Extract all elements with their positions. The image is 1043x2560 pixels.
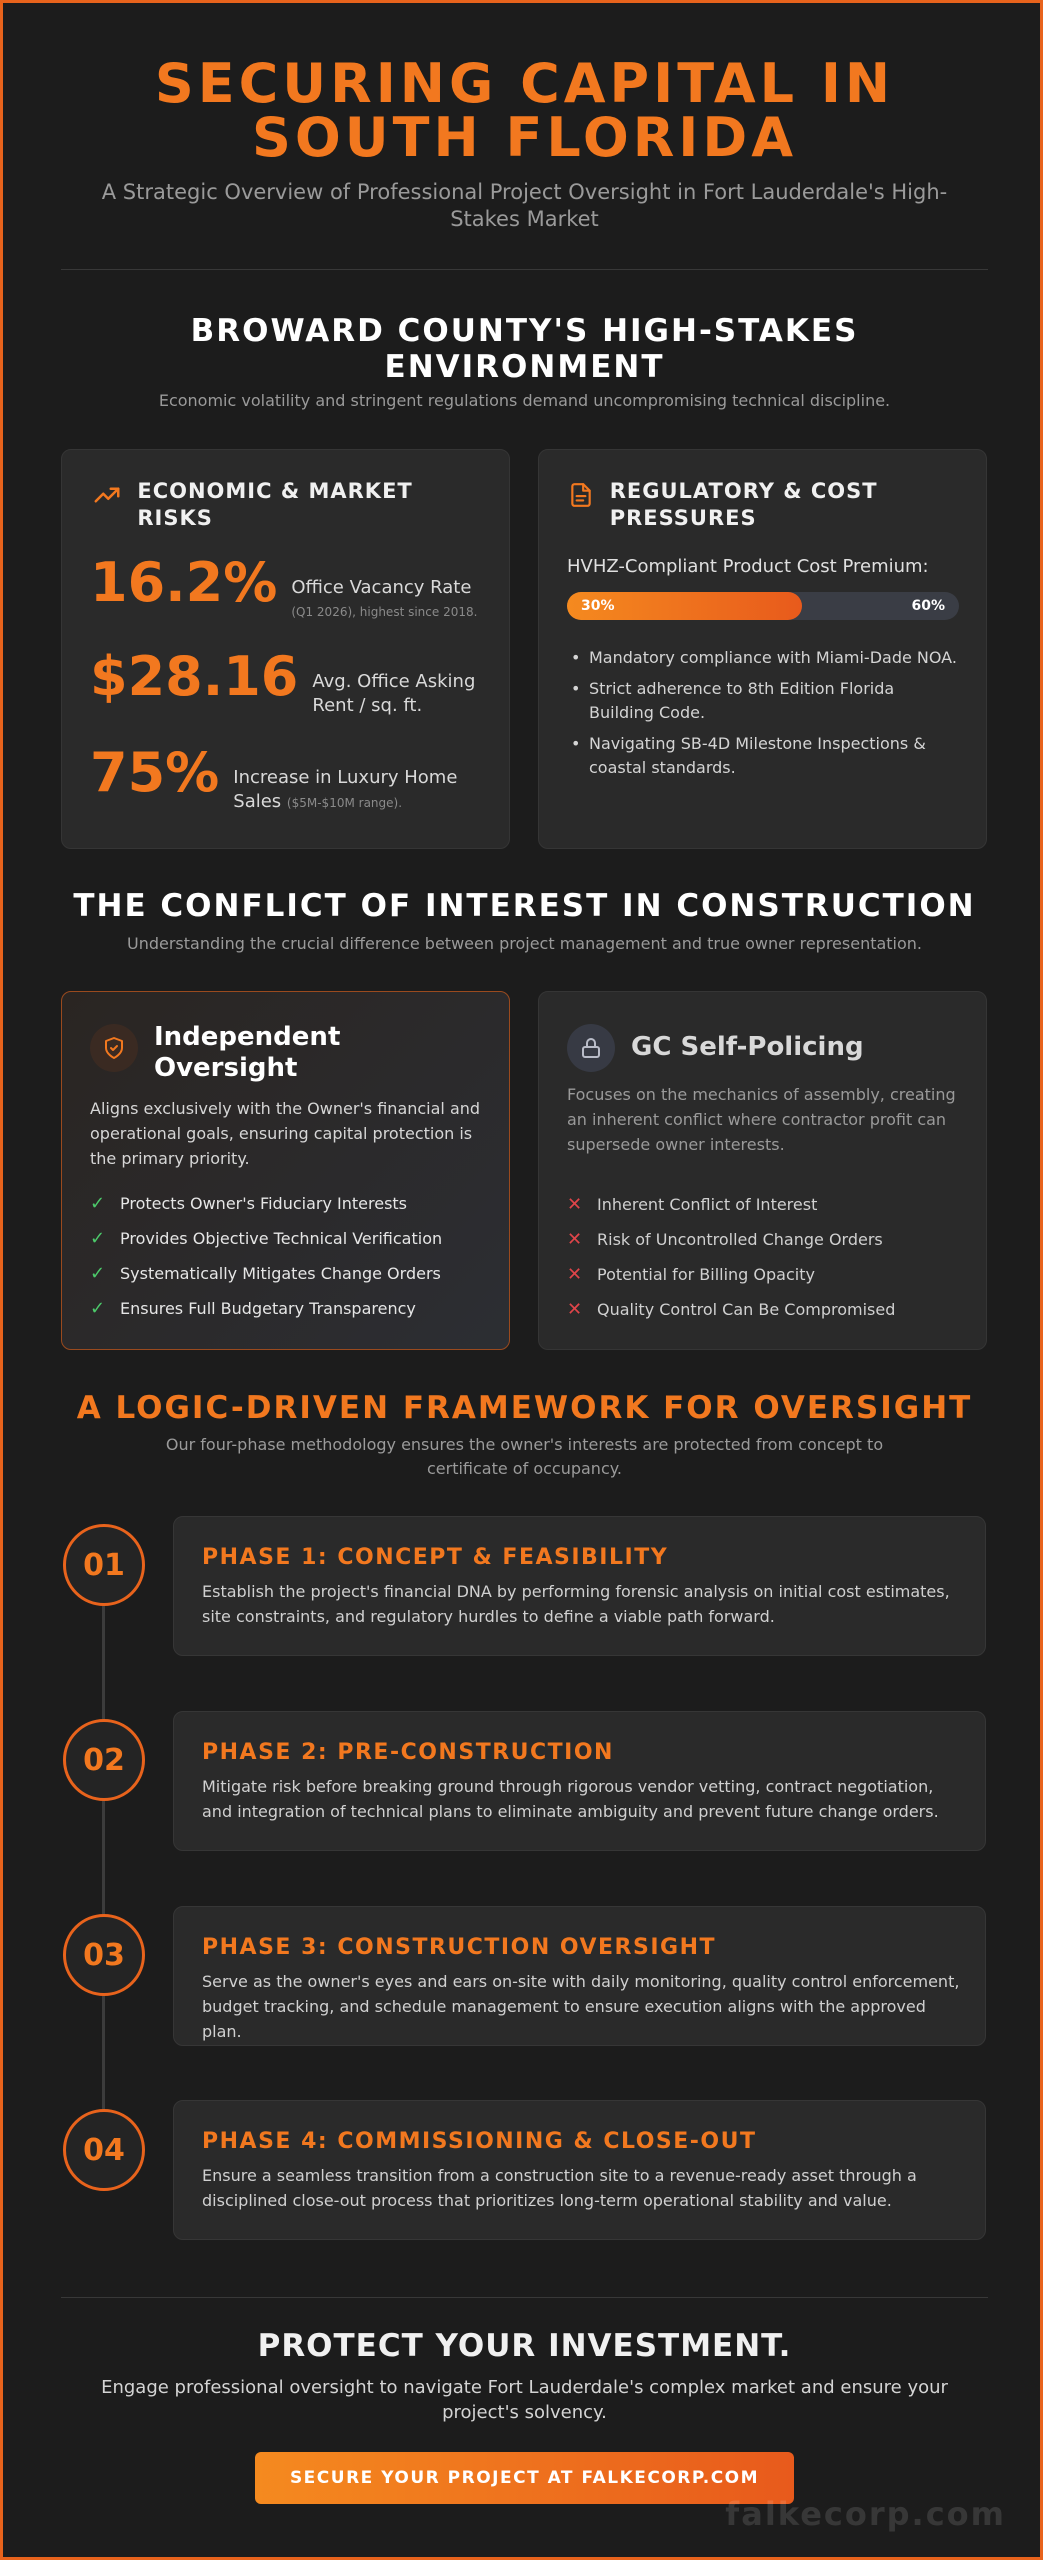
regulatory-card-title: REGULATORY & COST PRESSURES <box>609 479 878 530</box>
framework-title: A LOGIC-DRIVEN FRAMEWORK FOR OVERSIGHT <box>76 1390 973 1426</box>
list-item: • Strict adherence to 8th Edition Florida Building Code. <box>567 677 959 725</box>
list-item: ✓ Protects Owner's Fiduciary Interests <box>90 1193 408 1214</box>
lock-icon <box>567 1024 615 1072</box>
secure-project-button[interactable]: SECURE YOUR PROJECT AT FALKECORP.COM <box>255 2452 794 2504</box>
list-item: ✓ Provides Objective Technical Verification <box>90 1228 443 1249</box>
list-item: ✓ Ensures Full Budgetary Transparency <box>90 1298 416 1319</box>
gc-risks <box>567 1187 895 1327</box>
phase-description: Establish the project's financial DNA by performing forensic analysis on initial cost estimates, site constraints, and regulatory hurdles to define a viable path forward. <box>202 1582 950 1626</box>
stat-value: 16.2% <box>90 551 278 614</box>
gc-header <box>567 1022 864 1072</box>
trending-up-icon <box>90 478 123 512</box>
stat-value: $28.16 <box>90 645 299 708</box>
independent-description: Aligns exclusively with the Owner's financial and operational goals, ensuring capital protection is the primary priority. <box>90 1099 481 1168</box>
divider <box>61 269 988 270</box>
phase-number-badge: 03 <box>63 1914 145 1996</box>
stat-vacancy <box>90 551 478 624</box>
stat-luxury-sales <box>90 741 463 815</box>
phase-card <box>173 1906 986 2046</box>
phase-card <box>173 2100 986 2240</box>
check-icon: ✓ <box>90 1298 106 1319</box>
cta-subtitle: Engage professional oversight to navigate Fort Lauderdale's complex market and ensure your project's solvency. <box>101 2377 948 2423</box>
cost-premium-bar <box>567 592 959 620</box>
phase-title: PHASE 3: CONSTRUCTION OVERSIGHT <box>202 1935 716 1960</box>
list-item: ✕ Risk of Uncontrolled Change Orders <box>567 1229 883 1250</box>
list-item: ✓ Systematically Mitigates Change Orders <box>90 1263 441 1284</box>
independent-header <box>90 1022 414 1084</box>
conflict-title: THE CONFLICT OF INTEREST IN CONSTRUCTION <box>73 888 976 924</box>
document-icon <box>567 478 596 512</box>
economic-card-header <box>90 478 490 532</box>
list-item: ✕ Quality Control Can Be Compromised <box>567 1299 896 1320</box>
stat-label: Office Vacancy Rate <box>291 577 472 598</box>
cost-premium-label: HVHZ-Compliant Product Cost Premium: <box>567 556 929 577</box>
check-icon: ✓ <box>90 1263 106 1284</box>
gc-description: Focuses on the mechanics of assembly, creating an inherent conflict where contractor profit can supersede owner interests. <box>567 1085 956 1154</box>
cross-icon: ✕ <box>567 1299 583 1320</box>
independent-benefits <box>90 1186 442 1326</box>
list-item: • Mandatory compliance with Miami-Dade NOA. <box>567 646 959 670</box>
cost-premium-high: 60% <box>911 598 945 614</box>
watermark: falkecorp.com <box>725 2495 1006 2533</box>
phase-description: Serve as the owner's eyes and ears on-site with daily monitoring, quality control enforcement, budget tracking, and schedule management to ensure execution aligns with the approved plan. <box>202 1972 960 2041</box>
phase-title: PHASE 2: PRE-CONSTRUCTION <box>202 1740 614 1765</box>
divider <box>61 2297 988 2298</box>
environment-title: BROWARD COUNTY'S HIGH-STAKES ENVIRONMENT <box>190 313 859 385</box>
cost-premium-low: 30% <box>581 598 615 614</box>
page-subtitle: A Strategic Overview of Professional Project Oversight in Fort Lauderdale's High-Stakes Market <box>101 180 948 231</box>
cross-icon: ✕ <box>567 1194 583 1215</box>
phase-title: PHASE 4: COMMISSIONING & CLOSE-OUT <box>202 2129 757 2154</box>
conflict-subtitle: Understanding the crucial difference between project management and true owner representation. <box>126 934 923 953</box>
phase-description: Mitigate risk before breaking ground through rigorous vendor vetting, contract negotiation, and integration of technical plans to eliminate ambiguity and prevent future change orders. <box>202 1777 939 1821</box>
cross-icon: ✕ <box>567 1264 583 1285</box>
regulatory-card <box>538 449 987 849</box>
list-item: ✕ Inherent Conflict of Interest <box>567 1194 818 1215</box>
stat-label: Increase in Luxury Home Sales <box>233 767 458 812</box>
stat-label: Avg. Office Asking Rent / sq. ft. <box>312 671 476 716</box>
economic-card-title: ECONOMIC & MARKET RISKS <box>137 479 413 530</box>
cta-title: PROTECT YOUR INVESTMENT. <box>257 2328 792 2364</box>
independent-oversight-card <box>61 991 510 1350</box>
page-title: SECURING CAPITAL IN SOUTH FLORIDA <box>154 52 895 169</box>
shield-icon <box>90 1024 138 1072</box>
gc-title: GC Self-Policing <box>631 1032 864 1062</box>
stat-note: (Q1 2026), highest since 2018. <box>291 605 478 619</box>
phase-title: PHASE 1: CONCEPT & FEASIBILITY <box>202 1545 669 1570</box>
phase-description: Ensure a seamless transition from a construction site to a revenue-ready asset through a disciplined close-out process that prioritizes long-term operational stability and value. <box>202 2166 917 2210</box>
environment-subtitle: Economic volatility and stringent regulations demand uncompromising technical discipline. <box>158 391 891 410</box>
list-item: • Navigating SB-4D Milestone Inspections & coastal standards. <box>567 732 959 780</box>
check-icon: ✓ <box>90 1193 106 1214</box>
stat-rent <box>90 645 502 718</box>
stat-note: ($5M-$10M range). <box>286 796 403 810</box>
timeline-line <box>102 1563 105 2143</box>
phase-card <box>173 1711 986 1851</box>
cross-icon: ✕ <box>567 1229 583 1250</box>
phase-card <box>173 1516 986 1656</box>
regulatory-card-header <box>567 478 967 532</box>
stat-value: 75% <box>90 741 220 804</box>
economic-risks-card <box>61 449 510 849</box>
phase-number-badge: 04 <box>63 2109 145 2191</box>
phase-number-badge: 02 <box>63 1719 145 1801</box>
independent-title: Independent Oversight <box>154 1022 341 1083</box>
gc-self-policing-card <box>538 991 987 1350</box>
check-icon: ✓ <box>90 1228 106 1249</box>
phase-number-badge: 01 <box>63 1524 145 1606</box>
regulatory-list <box>567 646 959 787</box>
framework-subtitle: Our four-phase methodology ensures the owner's interests are protected from concept to certificate of occupancy. <box>165 1435 884 1478</box>
list-item: ✕ Potential for Billing Opacity <box>567 1264 815 1285</box>
